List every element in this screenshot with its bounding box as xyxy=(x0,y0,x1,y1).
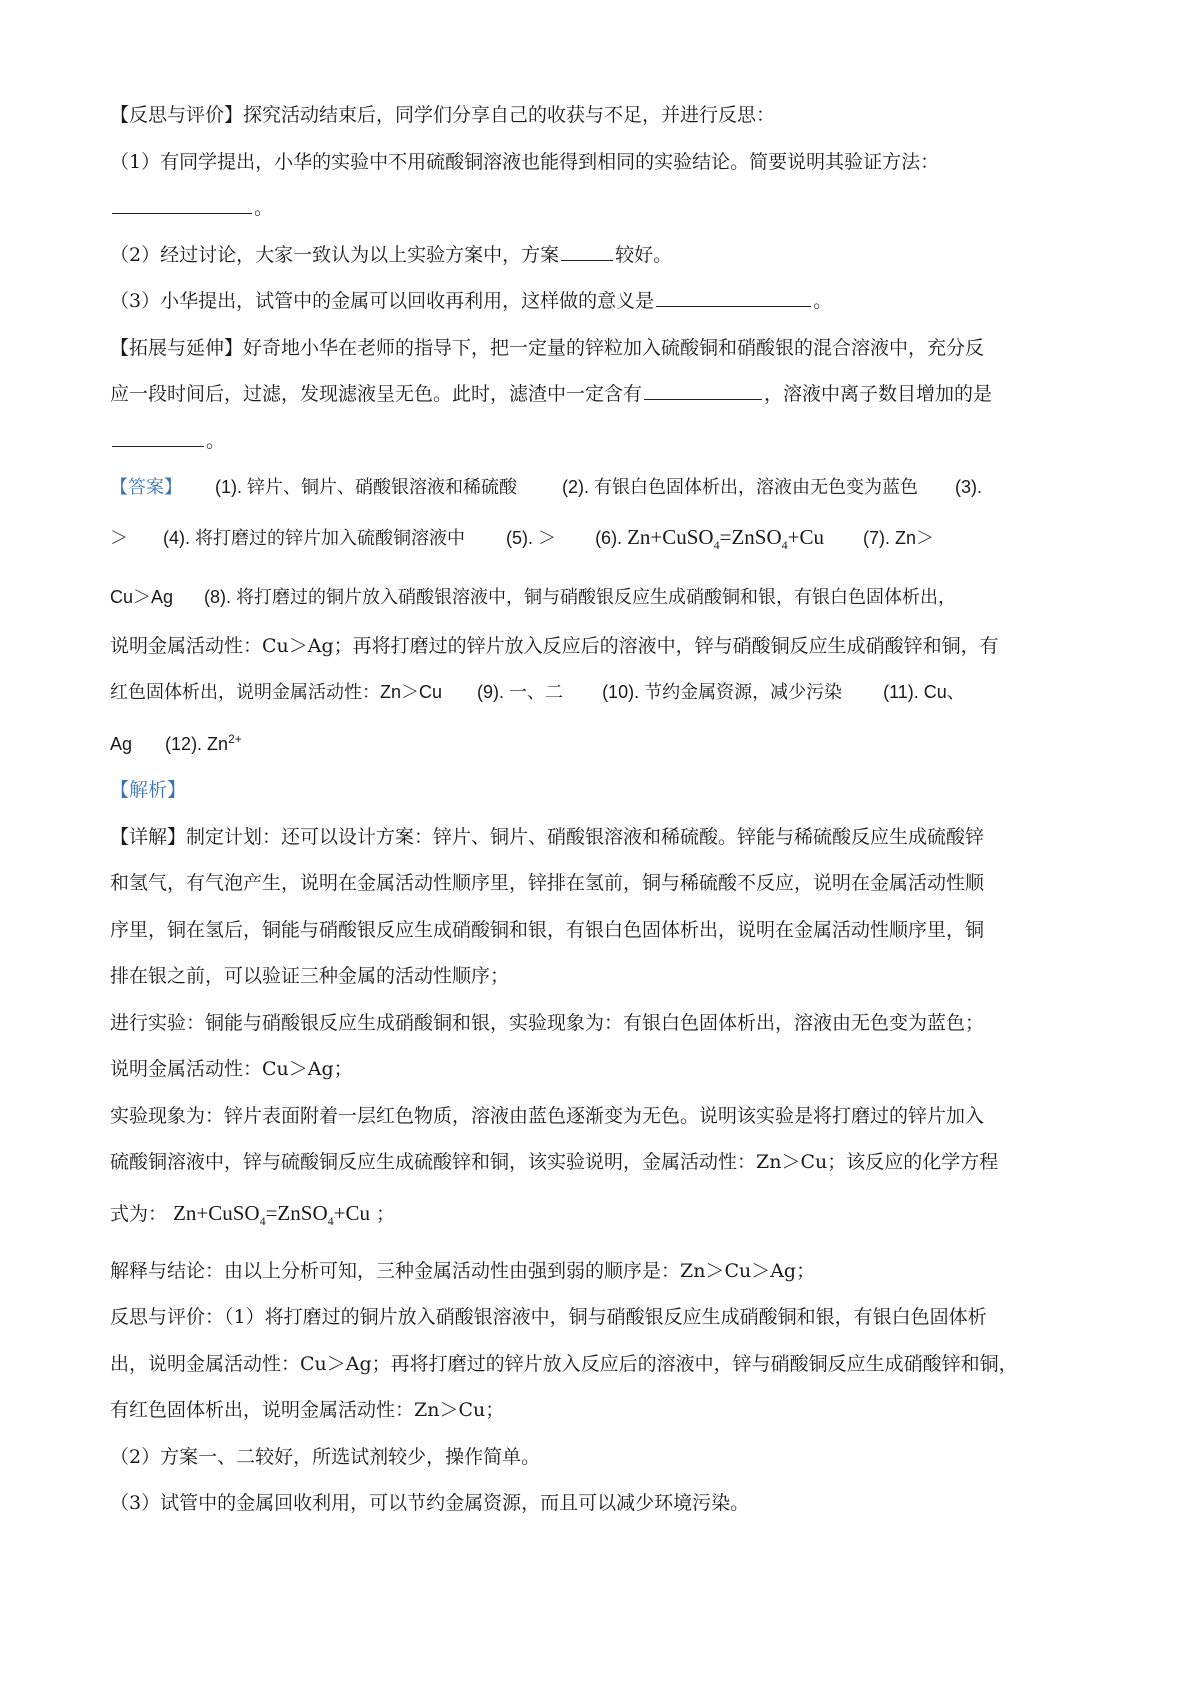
extension-line-3: 。 xyxy=(110,418,1100,465)
detail-para-2-line-2: 说明金属活动性：Cu＞Ag； xyxy=(110,1058,353,1081)
answer-line-5: 红色固体析出，说明金属活动性：Zn＞Cu (9). 一、二 (10). 节约金属资源，减少污染 (11). Cu、 xyxy=(110,682,965,703)
answer-line-4: 说明金属活动性：Cu＞Ag；再将打磨过的锌片放入反应后的溶液中，锌与硝酸铜反应生成硝酸锌和铜，有 xyxy=(110,634,999,657)
extension-title: 【拓展与延伸】 xyxy=(110,336,244,359)
chemical-equation: Zn+CuSO$_4$=ZnSO$_4$+Cu xyxy=(173,1200,370,1228)
answer-line-1: 【答案】 (1). 锌片、铜片、硝酸银溶液和稀硫酸 (2). 有银白色固体析出，溶液由无色变为蓝色 (3). xyxy=(110,477,983,497)
detail-para-3-line-1: 实验现象为：锌片表面附着一层红色物质，溶液由蓝色逐渐变为无色。说明该实验是将打磨过的锌片加入 xyxy=(110,1104,985,1127)
reflection-title: 【反思与评价】 xyxy=(110,104,244,126)
answer-label: 【答案】 xyxy=(110,477,182,497)
detail-para-5-line-2: 出，说明金属活动性：Cu＞Ag；再将打磨过的锌片放入反应后的溶液中，锌与硝酸铜反应生成硝酸锌和铜， xyxy=(110,1352,1018,1375)
answer-line-6: Ag (12). $Zn^{2+}$ xyxy=(110,731,242,754)
answer-blank xyxy=(644,381,762,400)
reflection-intro: 【反思与评价】探究活动结束后，同学们分享自己的收获与不足，并进行反思： xyxy=(110,104,776,126)
detail-para-1-line-1: 【详解】制定计划：还可以设计方案：锌片、铜片、硝酸银溶液和稀硫酸。锌能与稀硫酸反应生成硫酸锌 xyxy=(110,825,985,848)
detail-para-1-line-3: 序里，铜在氢后，铜能与硝酸银反应生成硝酸铜和银，有银白色固体析出，说明在金属活动性顺序里，铜 xyxy=(110,918,985,941)
answer-blank xyxy=(112,195,252,214)
extension-line-1: 【拓展与延伸】好奇地小华在老师的指导下，把一定量的锌粒加入硫酸铜和硝酸银的混合溶液中，充分反 xyxy=(110,336,985,359)
detail-para-1-line-2: 和氢气，有气泡产生，说明在金属活动性顺序里，锌排在氢前，铜与稀硫酸不反应，说明在金属活动性顺 xyxy=(110,872,985,895)
detail-para-2-line-1: 进行实验：铜能与硝酸银反应生成硝酸铜和银，实验现象为：有银白色固体析出，溶液由无色变为蓝色； xyxy=(110,1011,985,1034)
answer-line-2: ＞ (4). 将打磨过的锌片加入硫酸铜溶液中 (5). ＞ (6). Zn+CuSO$_4$=ZnSO$_4$+Cu (7). Zn＞ xyxy=(110,524,935,552)
document-page xyxy=(110,92,1100,1527)
extension-line-2: 应一段时间后，过滤，发现滤液呈无色。此时，滤渣中一定含有 ，溶液中离子数目增加的是 xyxy=(110,383,993,405)
detail-title: 【详解】 xyxy=(110,825,187,848)
analysis-label: 【解析】 xyxy=(110,779,187,802)
question-2: （2）经过讨论，大家一致认为以上实验方案中，方案 较好。 xyxy=(110,243,673,266)
detail-para-1-line-4: 排在银之前，可以验证三种金属的活动性顺序； xyxy=(110,965,510,988)
answer-line-3: Cu＞Ag (8). 将打磨过的铜片放入硝酸银溶液中，铜与硝酸银反应生成硝酸铜和银，有银白色固体析出， xyxy=(110,586,957,607)
answer-blank xyxy=(656,288,811,307)
detail-para-5-line-3: 有红色固体析出，说明金属活动性：Zn＞Cu； xyxy=(110,1399,505,1422)
chemical-equation: Zn+CuSO$_4$=ZnSO$_4$+Cu xyxy=(627,524,824,552)
answer-blank xyxy=(112,428,204,447)
detail-para-7: （3）试管中的金属回收利用，可以节约金属资源，而且可以减少环境污染。 xyxy=(110,1492,750,1515)
answer-blank xyxy=(561,242,613,261)
detail-para-3-line-2: 硫酸铜溶液中，锌与硫酸铜反应生成硫酸锌和铜，该实验说明，金属活动性：Zn＞Cu；该反应的化学方程 xyxy=(110,1151,999,1174)
question-1: （1）有同学提出，小华的实验中不用硫酸铜溶液也能得到相同的实验结论。简要说明其验证方法： xyxy=(110,150,940,173)
detail-para-3-line-3: 式为： Zn+CuSO$_4$=ZnSO$_4$+Cu ； xyxy=(110,1200,396,1228)
question-1-answer-line: 。 xyxy=(110,185,1100,232)
detail-para-4: 解释与结论：由以上分析可知，三种金属活动性由强到弱的顺序是：Zn＞Cu＞Ag； xyxy=(110,1259,816,1282)
question-3: （3）小华提出，试管中的金属可以回收再利用，这样做的意义是 。 xyxy=(110,290,833,312)
detail-para-5-line-1: 反思与评价：（1）将打磨过的铜片放入硝酸银溶液中，铜与硝酸银反应生成硝酸铜和银，有银白色固体析 xyxy=(110,1306,987,1329)
detail-para-6: （2）方案一、二较好，所选试剂较少，操作简单。 xyxy=(110,1445,541,1468)
